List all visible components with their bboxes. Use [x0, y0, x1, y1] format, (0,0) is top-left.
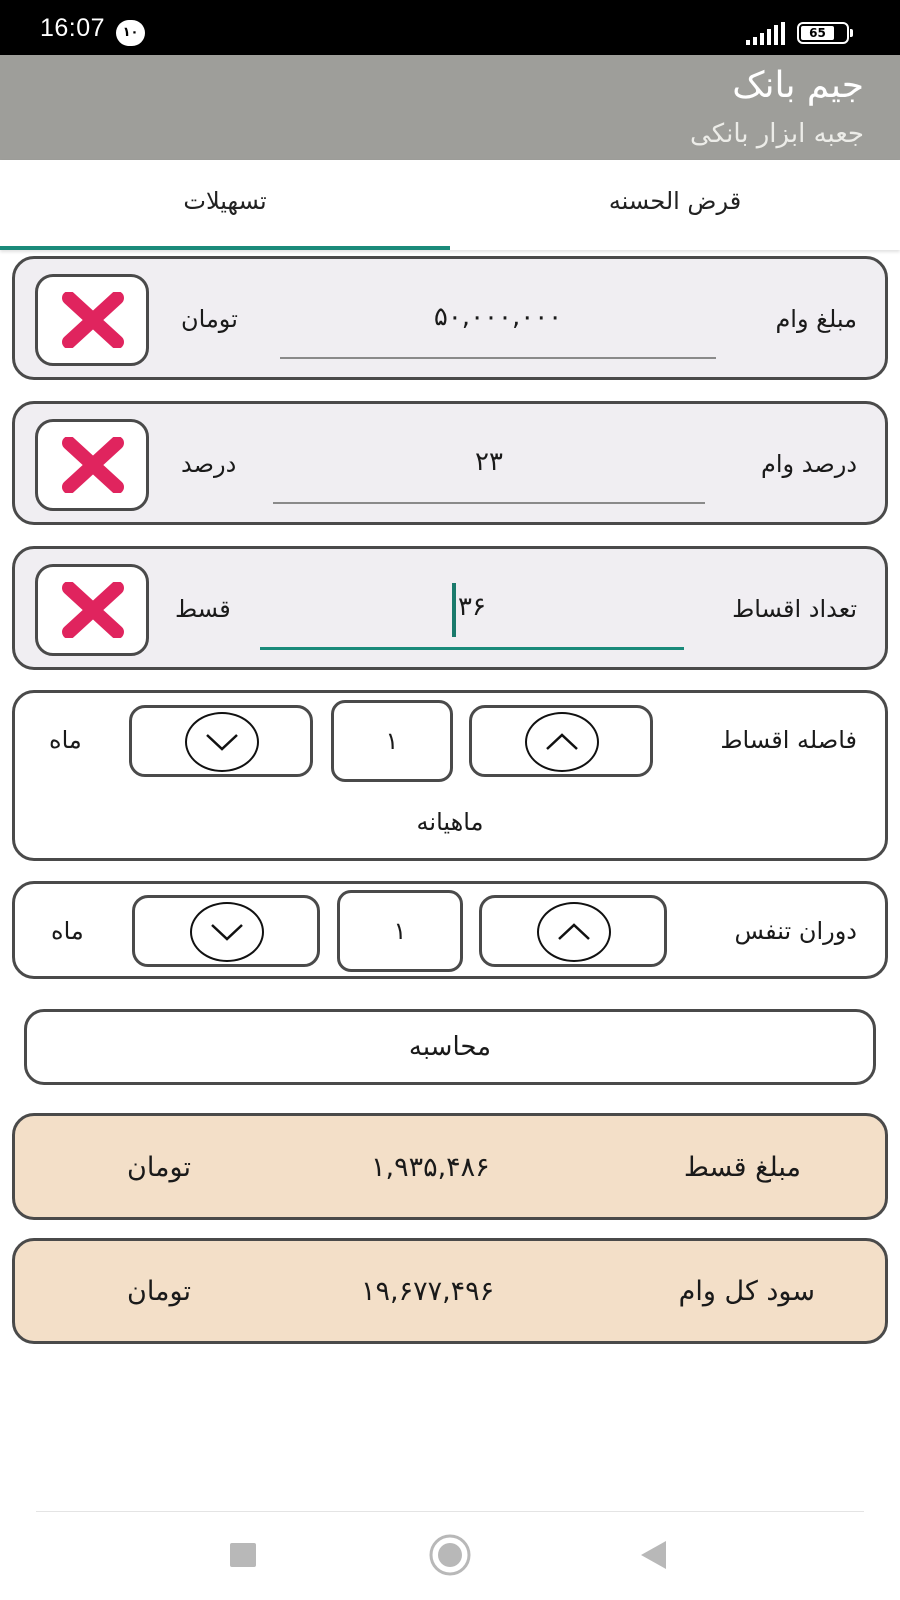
- app-subtitle: جعبه ابزار بانکی: [690, 119, 864, 149]
- calculate-button[interactable]: محاسبه: [24, 1009, 876, 1085]
- signal-icon: [746, 22, 788, 46]
- home-icon[interactable]: [428, 1533, 472, 1577]
- installment-interval-label: فاصله اقساط: [720, 726, 857, 754]
- chevron-down-icon: [204, 732, 240, 754]
- battery-level: 65: [801, 26, 834, 40]
- installments-count-input[interactable]: [260, 581, 684, 633]
- loan-percent-unit: درصد: [181, 450, 237, 478]
- loan-amount-input[interactable]: [280, 291, 716, 343]
- clear-loan-percent-button[interactable]: [35, 419, 149, 511]
- close-icon: [61, 292, 125, 348]
- loan-amount-underline: [280, 357, 716, 359]
- status-time: 16:07: [40, 14, 106, 42]
- nav-divider: [36, 1511, 864, 1512]
- grace-decrease-button[interactable]: [132, 895, 320, 967]
- chevron-up-icon: [544, 730, 580, 752]
- chevron-up-icon: [556, 920, 592, 942]
- app-title: جیم بانک: [732, 65, 864, 106]
- status-bar: [0, 0, 900, 55]
- installment-interval-card: [12, 690, 888, 861]
- grace-period-card: [12, 881, 888, 979]
- total-interest-unit: تومان: [127, 1276, 191, 1307]
- installment-amount-unit: تومان: [127, 1152, 191, 1183]
- back-icon[interactable]: [638, 1539, 668, 1571]
- interval-description: ماهیانه: [416, 808, 484, 836]
- loan-percent-card: [12, 401, 888, 525]
- text-caret: [452, 583, 456, 637]
- chevron-down-icon: [209, 922, 245, 944]
- battery-icon: [797, 22, 853, 46]
- loan-amount-card: [12, 256, 888, 380]
- installments-count-underline: [260, 647, 684, 650]
- close-icon: [61, 582, 125, 638]
- grace-value: ۱: [337, 890, 463, 972]
- installments-count-card: [12, 546, 888, 670]
- tab-bar: [0, 160, 900, 250]
- grace-period-label: دوران تنفس: [734, 917, 857, 945]
- total-interest-label: سود کل وام: [678, 1276, 815, 1307]
- total-interest-value: ۱۹,۶۷۷,۴۹۶: [361, 1276, 495, 1307]
- clear-loan-amount-button[interactable]: [35, 274, 149, 366]
- total-interest-result: [12, 1238, 888, 1344]
- tab-facilities[interactable]: تسهیلات: [183, 187, 267, 215]
- tab-indicator: [0, 246, 450, 250]
- interval-unit: ماه: [49, 726, 82, 754]
- installments-count-label: تعداد اقساط: [732, 595, 857, 623]
- interval-increase-button[interactable]: [469, 705, 653, 777]
- close-icon: [61, 437, 125, 493]
- interval-value: ۱: [331, 700, 453, 782]
- tab-qard-al-hasan[interactable]: قرض الحسنه: [608, 187, 742, 215]
- loan-percent-label: درصد وام: [761, 450, 857, 478]
- app-bar: [0, 55, 900, 160]
- installments-count-unit: قسط: [175, 595, 231, 623]
- loan-amount-label: مبلغ وام: [775, 305, 857, 333]
- installment-amount-label: مبلغ قسط: [683, 1152, 801, 1183]
- clear-installments-count-button[interactable]: [35, 564, 149, 656]
- notification-badge: ۱۰: [116, 20, 145, 46]
- loan-amount-unit: تومان: [181, 305, 238, 333]
- loan-percent-underline: [273, 502, 705, 504]
- grace-increase-button[interactable]: [479, 895, 667, 967]
- installment-amount-result: [12, 1113, 888, 1220]
- interval-decrease-button[interactable]: [129, 705, 313, 777]
- loan-percent-input[interactable]: [273, 436, 705, 488]
- recent-apps-icon[interactable]: [229, 1542, 257, 1568]
- installment-amount-value: ۱,۹۳۵,۴۸۶: [371, 1152, 490, 1183]
- grace-unit: ماه: [51, 917, 84, 945]
